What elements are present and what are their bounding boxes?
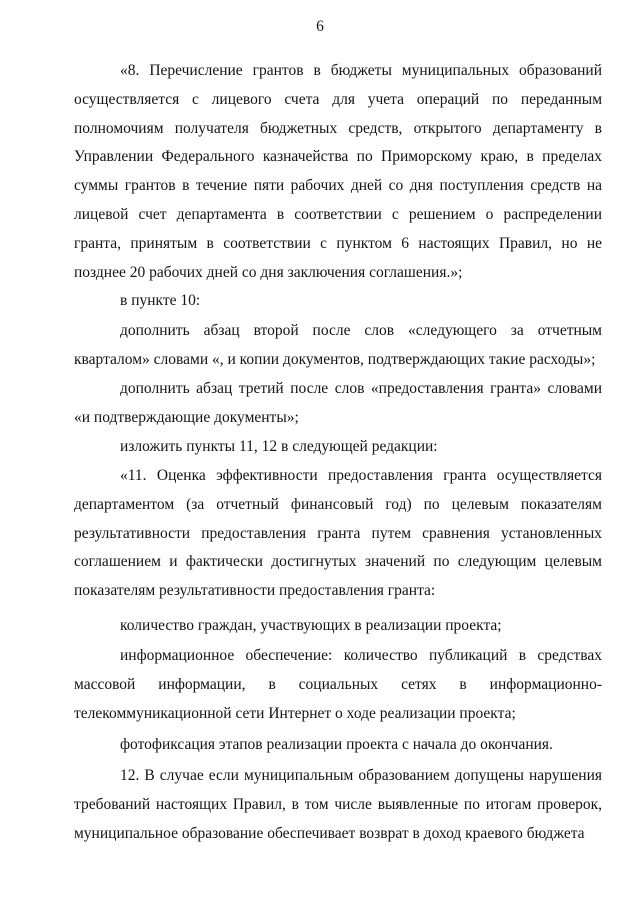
paragraph-item-8: «8. Перечисление грантов в бюджеты муниципальных образований осуществляется с лицевого счета для учета операций по переданным полномочиям получателя бюджетных средств, открытого департаменту в Управлении Федерального казначейства по Приморскому краю, в пределах суммы грантов в течение пяти рабочих дней со дня поступления средств на лицевой счет департамента в соответствии с решением о распределении гранта, принятым в соответствии с пунктом 6 настоящих Правил, но не позднее 20 рабочих дней со дня заключения соглашения.»; — [74, 62, 602, 281]
paragraph-indicator-information: информационное обеспечение: количество публикаций в средствах массовой информации, в социальных сетях в информационно-телекоммуникационной сети Интернет о ходе реализации проекта; — [74, 647, 602, 722]
paragraph-indicator-photo: фотофиксация этапов реализации проекта с начала до окончания. — [120, 736, 553, 753]
paragraph-indicator-citizens: количество граждан, участвующих в реализации проекта; — [120, 617, 502, 634]
paragraph-item-11: «11. Оценка эффективности предоставления гранта осуществляется департаментом (за отчетный финансовый год) по целевым показателям результативности предоставления гранта путем сравнения установленных соглашением и фактически достигнутых значений по следующим целевым показателям результативности предоставления гранта: — [74, 467, 602, 600]
page-number: 6 — [316, 18, 324, 35]
paragraph-amend-third-abzac: дополнить абзац третий после слов «предоставления гранта» словами «и подтверждающие документы»; — [74, 380, 602, 426]
paragraph-point-10-intro: в пункте 10: — [120, 292, 201, 309]
paragraph-restate-points-intro: изложить пункты 11, 12 в следующей редакции: — [120, 438, 438, 455]
paragraph-item-12: 12. В случае если муниципальным образованием допущены нарушения требований настоящих Правил, в том числе выявленные по итогам проверок, муниципальное образование обеспечивает возврат в доход краевого бюджета — [74, 767, 602, 842]
paragraph-amend-second-abzac: дополнить абзац второй после слов «следующего за отчетным кварталом» словами «, и копии документов, подтверждающих такие расходы»; — [74, 322, 602, 368]
